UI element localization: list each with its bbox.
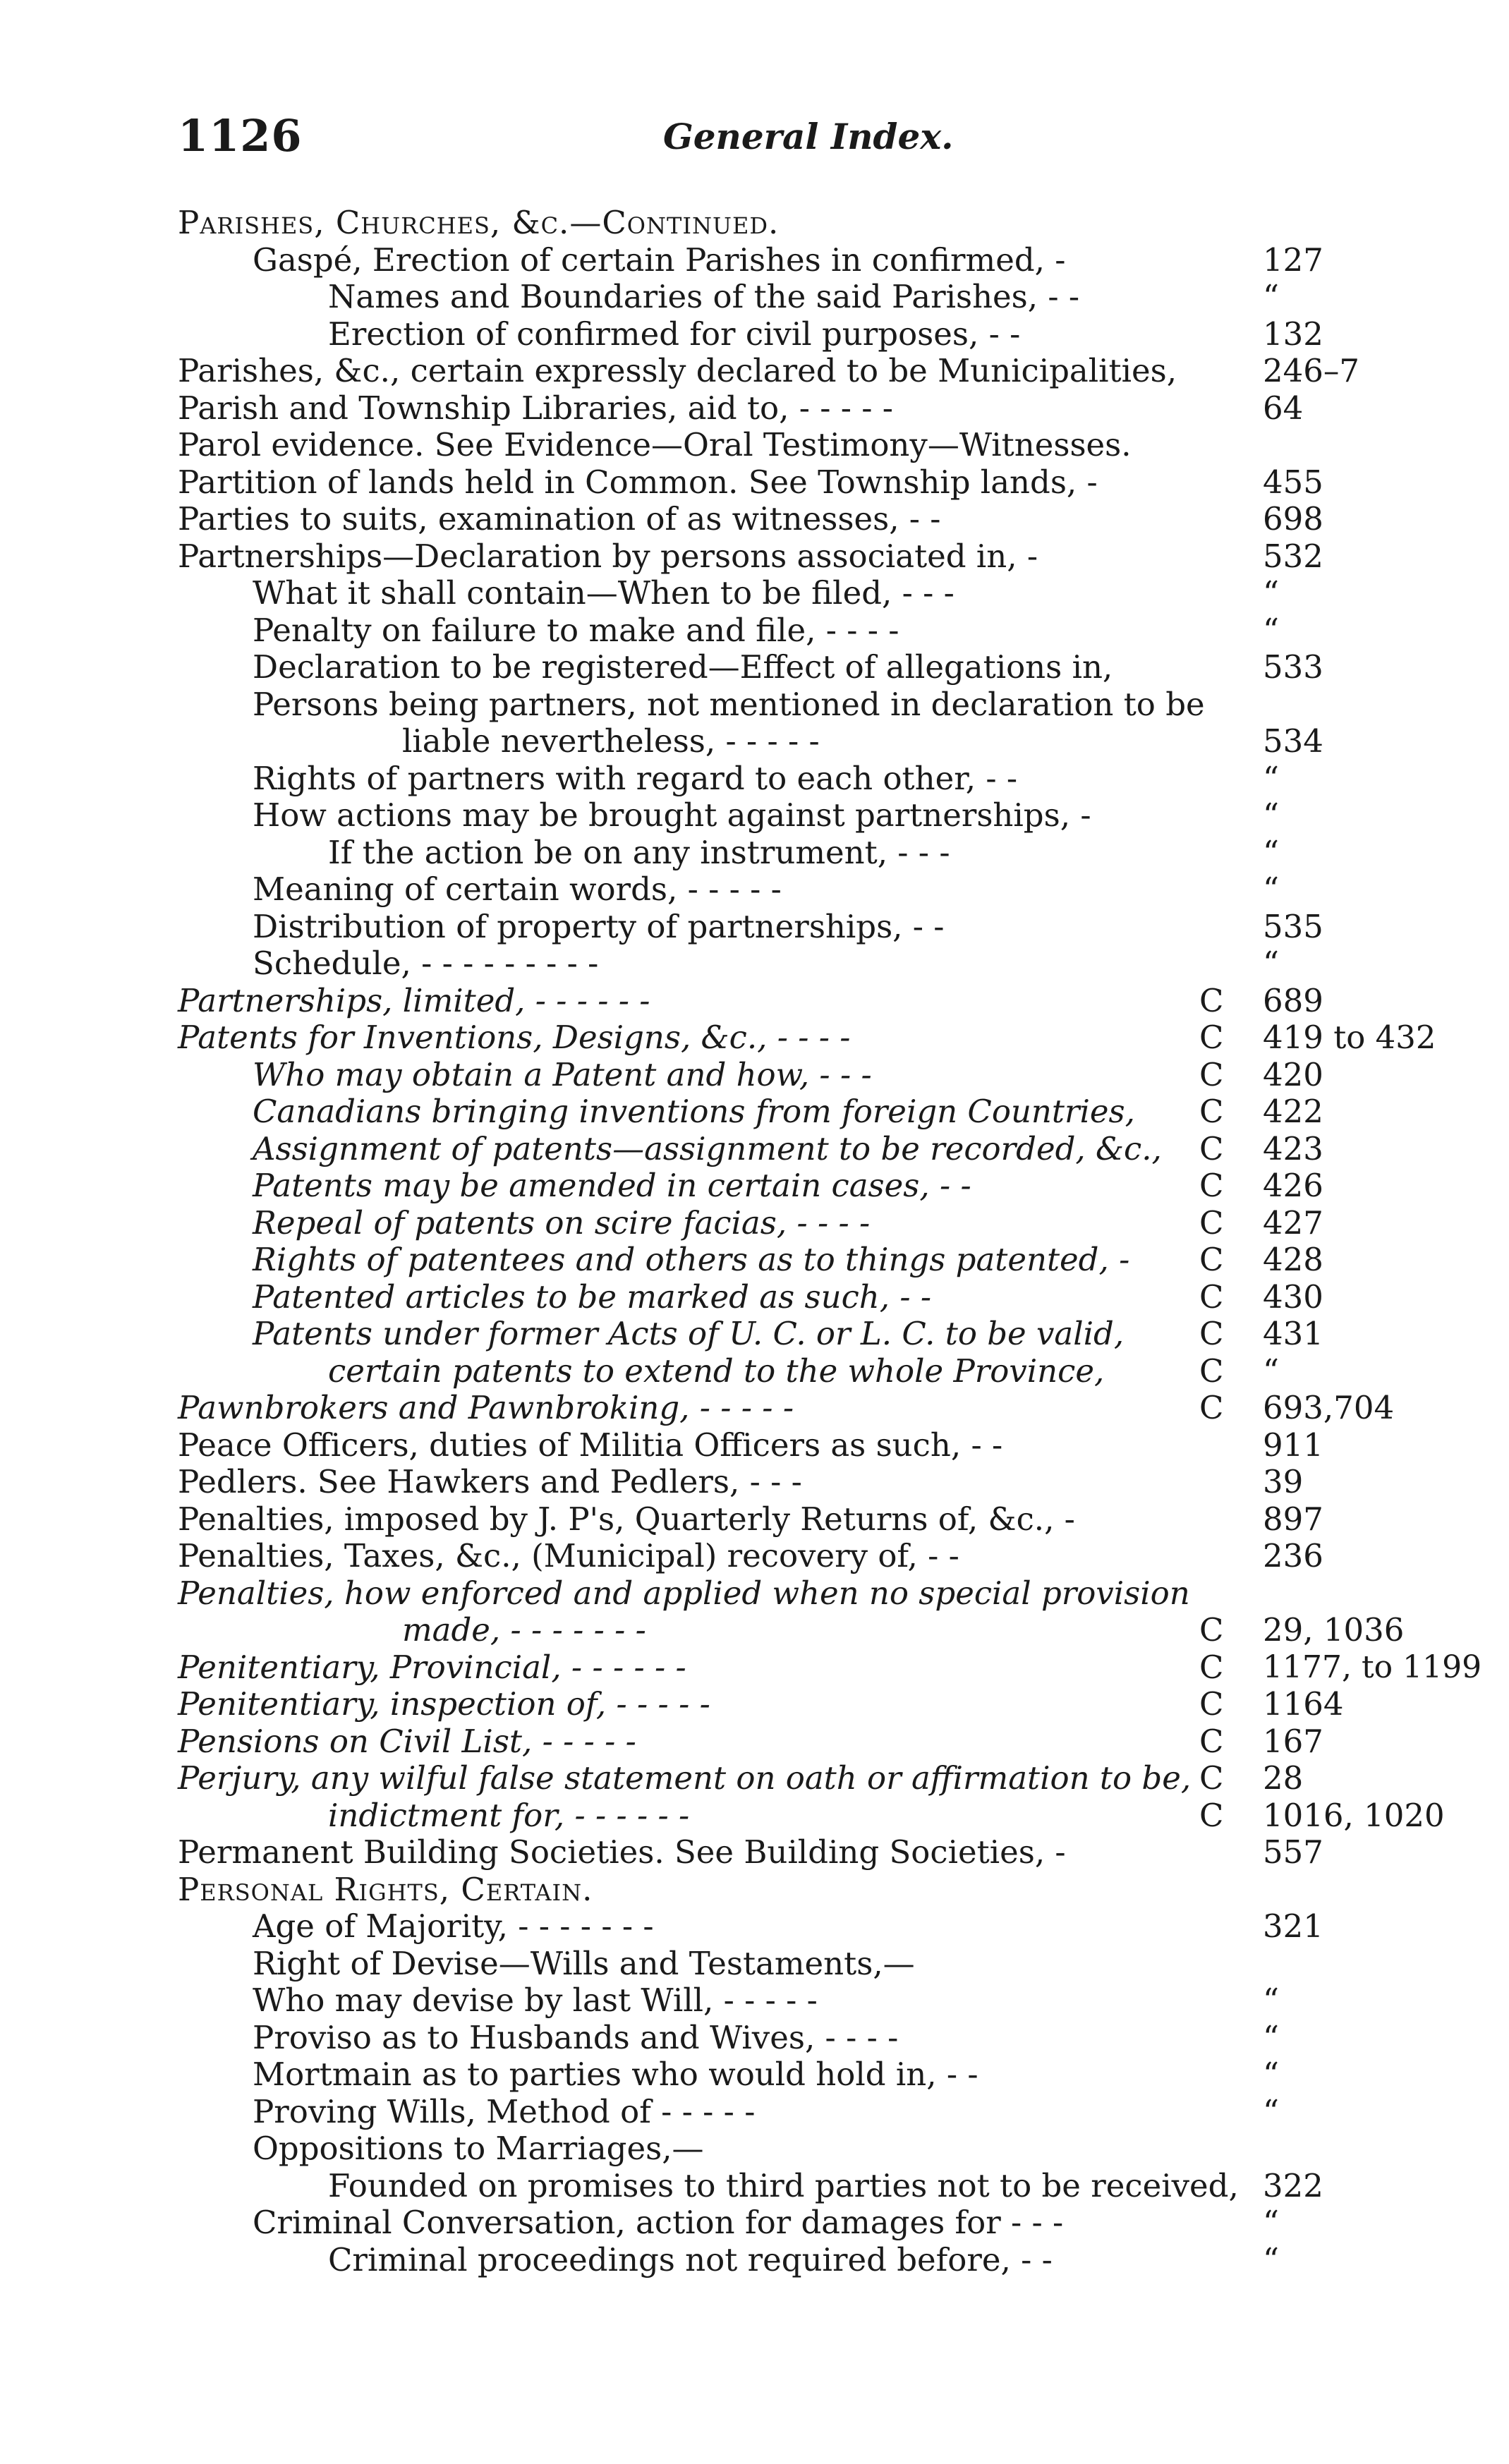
entry-page-ref: 535 [1263,908,1323,945]
entry-page-ref: “ [1263,2241,1280,2278]
index-entry [0,760,1509,797]
index-entry [0,205,1509,241]
entry-chapter-mark: C [1199,1241,1224,1278]
entry-chapter-mark: C [1199,1278,1224,1316]
entry-page-ref: “ [1263,760,1280,797]
index-entry [0,1797,1509,1834]
entry-page-ref: “ [1263,612,1280,649]
entry-chapter-mark: C [1199,1759,1224,1797]
index-entry [0,1279,1509,1316]
index-entry [0,242,1509,279]
index-entry [0,1353,1509,1390]
entry-text: Meaning of certain words, - - - - - [253,870,782,908]
index-entry [0,723,1509,760]
entry-chapter-mark: C [1199,1352,1224,1390]
index-entry [0,1538,1509,1574]
index-entry [0,1946,1509,1982]
index-entry [0,2168,1509,2204]
index-entry [0,2056,1509,2093]
index-entry [0,871,1509,908]
entry-text: certain patents to extend to the whole Province, [328,1352,1105,1390]
entry-text: Partnerships—Declaration by persons associated in, - [178,538,1038,575]
entry-page-ref: “ [1263,278,1280,315]
entry-text: Parties to suits, examination of as witnesses, - - [178,500,941,538]
index-entry [0,464,1509,501]
entry-page-ref: 534 [1263,722,1323,760]
index-entry [0,1093,1509,1130]
entry-text: Parishes, &c., certain expressly declared to be Municipalities, [178,352,1177,389]
entry-text: Founded on promises to third parties not to be received, [328,2167,1239,2204]
entry-chapter-mark: C [1199,1019,1224,1056]
entry-text: Criminal proceedings not required before, - - [328,2241,1053,2278]
index-entry [0,835,1509,871]
entry-page-ref: 423 [1263,1130,1323,1167]
entry-text: Peace Officers, duties of Militia Officers as such, - - [178,1426,1003,1464]
entry-text: Erection of confirmed for civil purposes, - - [328,315,1021,353]
entry-page-ref: 64 [1263,389,1304,427]
entry-page-ref: 533 [1263,648,1323,686]
entry-text: Proving Wills, Method of - - - - - [253,2093,756,2130]
index-entry [0,1649,1509,1686]
entry-page-ref: “ [1263,2204,1280,2241]
entry-text: Rights of patentees and others as to things patented, - [253,1241,1130,1278]
entry-text: Pawnbrokers and Pawnbroking, - - - - - [178,1389,794,1426]
entry-chapter-mark: C [1199,1723,1224,1760]
entry-page-ref: 29, 1036 [1263,1611,1405,1649]
entry-chapter-mark: C [1199,1056,1224,1093]
index-entry [0,1686,1509,1723]
index-entry [0,2094,1509,2130]
entry-page-ref: “ [1263,834,1280,871]
entry-text: Permanent Building Societies. See Building Societies, - [178,1833,1066,1871]
entry-page-ref: 28 [1263,1759,1304,1797]
entry-text: Pedlers. See Hawkers and Pedlers, - - - [178,1463,802,1500]
entry-page-ref: “ [1263,2093,1280,2130]
entry-text: What it shall contain—When to be filed, - - - [253,574,955,612]
index-entry [0,575,1509,612]
entry-text: Penitentiary, Provincial, - - - - - - [178,1649,686,1686]
index-entry [0,1057,1509,1093]
entry-page-ref: “ [1263,2056,1280,2093]
entry-text: Penalties, how enforced and applied when no special provision [178,1574,1190,1612]
entry-text: Persons being partners, not mentioned in declaration to be [253,686,1205,723]
index-entry [0,649,1509,686]
entry-text: Who may devise by last Will, - - - - - [253,1981,818,2019]
entry-chapter-mark: C [1199,1389,1224,1426]
entry-text: Patents for Inventions, Designs, &c., - - - - [178,1019,851,1056]
index-entry [0,1167,1509,1204]
index-entry [0,1982,1509,2019]
entry-page-ref: 167 [1263,1723,1323,1760]
entry-text: Penalties, imposed by J. P's, Quarterly Returns of, &c., - [178,1500,1075,1538]
entry-text: Age of Majority, - - - - - - - [253,1907,654,1945]
entry-text: liable nevertheless, - - - - - [402,722,820,760]
entry-page-ref: “ [1263,945,1280,982]
entry-page-ref: 1177, to 1199 [1263,1649,1482,1685]
entry-page-ref: 693,704 [1263,1389,1395,1426]
index-entry [0,1316,1509,1352]
index-entry [0,1501,1509,1538]
entry-page-ref: 431 [1263,1315,1323,1352]
index-entry [0,1131,1509,1167]
entry-text: made, - - - - - - - [402,1611,646,1649]
index-entry [0,427,1509,463]
index-entry [0,2020,1509,2056]
entry-page-ref: 557 [1263,1833,1323,1871]
entry-page-ref: 246–7 [1263,352,1360,389]
entry-text: Canadians bringing inventions from foreign Countries, [253,1093,1135,1130]
entry-chapter-mark: C [1199,1797,1224,1834]
index-entry [0,390,1509,427]
entry-page-ref: 422 [1263,1093,1323,1130]
entry-page-ref: 455 [1263,463,1323,501]
entry-text: Parol evidence. See Evidence—Oral Testimony—Witnesses. [178,426,1132,463]
entry-page-ref: 698 [1263,500,1323,538]
entry-text: Penalty on failure to make and file, - - - - [253,612,899,649]
index-entry [0,1019,1509,1056]
index-entry [0,1834,1509,1871]
index-entry [0,1723,1509,1760]
entry-page-ref: 1016, 1020 [1263,1797,1445,1834]
index-entry [0,686,1509,723]
entry-page-ref: 322 [1263,2167,1323,2204]
entry-text: Patented articles to be marked as such, - - [253,1278,932,1316]
entry-text: Partnerships, limited, - - - - - - [178,982,650,1019]
entry-text: Rights of partners with regard to each other, - - [253,760,1018,797]
entry-text: Repeal of patents on scire facias, - - - - [253,1204,871,1242]
index-entry [0,1575,1509,1612]
entry-chapter-mark: C [1199,1685,1224,1723]
entry-page-ref: “ [1263,1352,1280,1390]
entry-text: Schedule, - - - - - - - - - [253,945,599,982]
entry-text: Oppositions to Marriages,— [253,2130,704,2167]
index-entry [0,2204,1509,2241]
entry-page-ref: 420 [1263,1056,1323,1093]
entry-text: Perjury, any wilful false statement on oath or affirmation to be, [178,1759,1192,1797]
entry-text: indictment for, - - - - - - [328,1797,690,1834]
entry-page-ref: 689 [1263,982,1323,1019]
entry-chapter-mark: C [1199,1093,1224,1130]
entry-page-ref: 897 [1263,1500,1323,1538]
entry-page-ref: 427 [1263,1204,1323,1242]
entry-text: Penalties, Taxes, &c., (Municipal) recovery of, - - [178,1537,959,1574]
index-entry [0,945,1509,982]
index-entry [0,1908,1509,1945]
entry-text: Parishes, Churches, &c.—Continued. [178,204,780,241]
entry-page-ref: 911 [1263,1426,1323,1464]
entry-page-ref: 419 to 432 [1263,1019,1436,1056]
page-number: 1126 [178,110,303,162]
entry-page-ref: 321 [1263,1907,1323,1945]
entry-text: How actions may be brought against partnerships, - [253,796,1091,834]
entry-text: Pensions on Civil List, - - - - - [178,1723,636,1760]
index-entry [0,1612,1509,1649]
index-entry [0,1464,1509,1500]
entry-text: Personal Rights, Certain. [178,1871,593,1908]
page-header [0,110,1509,174]
entry-text: Gaspé, Erection of certain Parishes in confirmed, - [253,241,1066,279]
entry-text: Criminal Conversation, action for damages for - - - [253,2204,1064,2241]
index-entry [0,1390,1509,1426]
entry-text: Right of Devise—Wills and Testaments,— [253,1945,915,1982]
entry-text: Parish and Township Libraries, aid to, - - - - - [178,389,893,427]
entry-page-ref: 236 [1263,1537,1323,1574]
entry-page-ref: “ [1263,1981,1280,2019]
index-entry [0,501,1509,538]
entry-page-ref: 132 [1263,315,1323,353]
entry-text: Who may obtain a Patent and how, - - - [253,1056,872,1093]
index-entry [0,2130,1509,2167]
page-title: General Index. [663,116,954,157]
index-entry [0,983,1509,1019]
entry-text: If the action be on any instrument, - - - [328,834,950,871]
entry-text: Assignment of patents—assignment to be recorded, &c., [253,1130,1162,1167]
index-entry [0,612,1509,649]
entry-chapter-mark: C [1199,982,1224,1019]
entry-page-ref: 127 [1263,241,1323,279]
entry-text: Declaration to be registered—Effect of allegations in, [253,648,1113,686]
index-entry [0,279,1509,315]
entry-text: Proviso as to Husbands and Wives, - - - - [253,2019,899,2056]
index-entry [0,1760,1509,1797]
index-entry [0,1242,1509,1278]
entry-chapter-mark: C [1199,1204,1224,1242]
index-entry [0,2242,1509,2278]
index-entry [0,316,1509,353]
entry-page-ref: 39 [1263,1463,1304,1500]
entry-text: Patents under former Acts of U. C. or L. C. to be valid, [253,1315,1125,1352]
index-entry [0,1205,1509,1242]
entry-text: Mortmain as to parties who would hold in, - - [253,2056,978,2093]
entry-page-ref: “ [1263,796,1280,834]
index-entry [0,1871,1509,1908]
index-entry [0,1427,1509,1464]
entry-chapter-mark: C [1199,1649,1224,1686]
entry-text: Names and Boundaries of the said Parishes, - - [328,278,1080,315]
index-entry [0,538,1509,575]
entry-text: Partition of lands held in Common. See Township lands, - [178,463,1098,501]
entry-chapter-mark: C [1199,1315,1224,1352]
entry-page-ref: “ [1263,870,1280,908]
index-entry [0,909,1509,945]
index-entry [0,797,1509,834]
entry-page-ref: 428 [1263,1241,1323,1278]
entry-text: Penitentiary, inspection of, - - - - - [178,1685,710,1723]
entry-page-ref: “ [1263,574,1280,612]
entry-chapter-mark: C [1199,1611,1224,1649]
entry-text: Patents may be amended in certain cases, - - [253,1167,971,1204]
entry-chapter-mark: C [1199,1130,1224,1167]
entry-page-ref: 532 [1263,538,1323,575]
entry-page-ref: 430 [1263,1278,1323,1316]
entry-chapter-mark: C [1199,1167,1224,1204]
entry-text: Distribution of property of partnerships, - - [253,908,945,945]
entry-page-ref: 426 [1263,1167,1323,1204]
entry-page-ref: “ [1263,2019,1280,2056]
entry-page-ref: 1164 [1263,1685,1344,1723]
index-entry [0,353,1509,389]
